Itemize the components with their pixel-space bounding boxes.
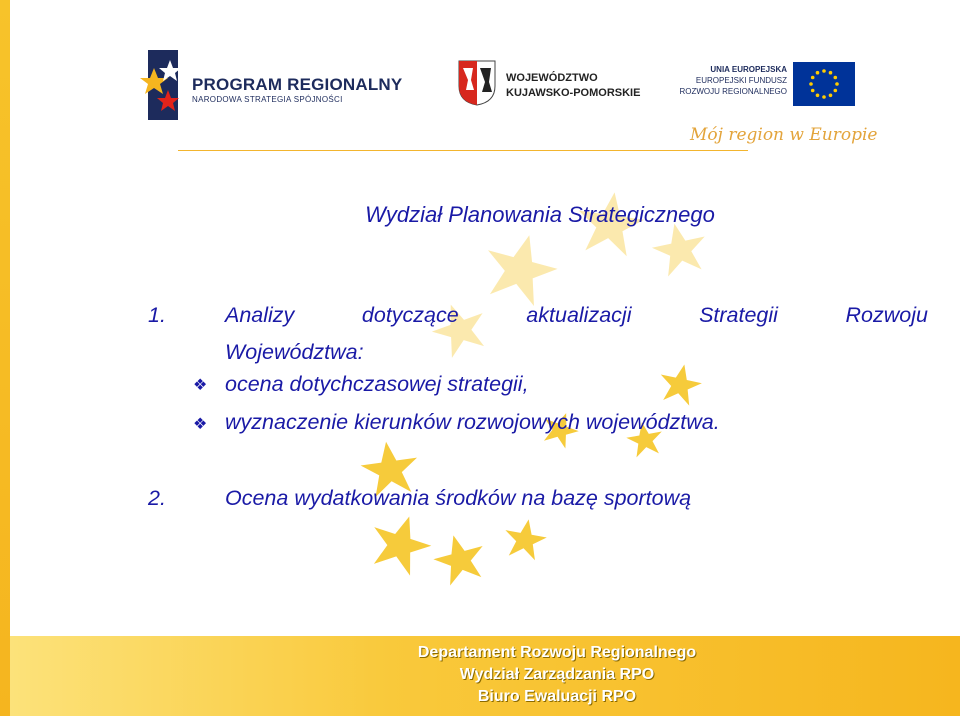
footer-office: Biuro Ewaluacji RPO: [477, 688, 637, 705]
footer-division: Wydział Zarządzania RPO: [459, 666, 655, 683]
diamond-bullet-icon: ❖: [193, 377, 208, 394]
wojewodztwo-label: WOJEWÓDZTWO: [506, 72, 598, 84]
program-title: PROGRAM REGIONALNY: [192, 75, 403, 94]
item1-text-line1: Analizy dotyczące aktualizacji Strategii Rozwoju: [225, 303, 928, 327]
bullet-item: wyznaczenie kierunków rozwojowych województwa.: [225, 410, 720, 434]
eu-fund-label: EUROPEJSKI FUNDUSZ: [695, 76, 787, 85]
program-subtitle: NARODOWA STRATEGIA SPÓJNOŚCI: [192, 95, 343, 104]
eu-union-label: UNIA EUROPEJSKA: [710, 65, 787, 74]
coat-of-arms-icon: [458, 60, 496, 106]
item1-number: 1.: [148, 303, 166, 327]
bullet-item: ocena dotychczasowej strategii,: [225, 372, 529, 396]
header-divider: [178, 150, 748, 151]
footer-department: Departament Rozwoju Regionalnego: [417, 644, 697, 661]
region-name: KUJAWSKO-POMORSKIE: [506, 87, 641, 99]
diamond-bullet-icon: ❖: [193, 416, 208, 433]
item2-text: Ocena wydatkowania środków na bazę sportową: [225, 486, 692, 510]
item2-number: 2.: [148, 486, 166, 510]
program-regionalny-mark-icon: [140, 50, 186, 120]
eu-regional-label: ROZWOJU REGIONALNEGO: [679, 87, 787, 96]
eu-logo: [680, 62, 855, 110]
slogan: Mój region w Europie: [690, 125, 878, 145]
footer-band: [10, 636, 960, 716]
eu-flag-icon: [793, 62, 855, 106]
program-regionalny-logo: [140, 50, 403, 120]
item1-text-line2: Województwa:: [225, 340, 364, 364]
eu-text: [679, 64, 787, 97]
wojewodztwo-logo: [458, 60, 641, 110]
slide-title: Wydział Planowania Strategicznego: [365, 202, 715, 227]
